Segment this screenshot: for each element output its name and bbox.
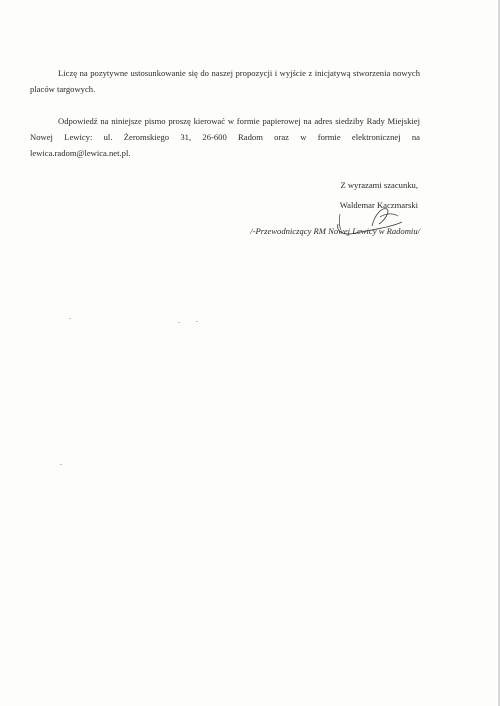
paragraph-proposal: Liczę na pozytywne ustosunkowanie się do naszej propozycji i wyjście z inicjatywą stworzenia nowych placów targowych. <box>30 68 420 94</box>
handwritten-signature-icon <box>330 200 410 240</box>
closing-line: Z wyrazami szacunku, <box>340 180 418 190</box>
scan-speck <box>196 321 198 322</box>
signer-role: /-Przewodniczący RM Nowej Lewicy w Radomiu/ <box>250 226 420 236</box>
scan-speck <box>178 322 180 323</box>
scan-speck <box>69 318 71 319</box>
paragraph-reply-address: Odpowiedź na niniejsze pismo proszę kierować w formie papierowej na adres siedziby Rady Miejskiej Nowej Lewicy: ul. Żeromskiego 31, 26-600 Radom oraz w formie elektronicznej na lewica.radom@lewica.net.pl. <box>30 116 420 158</box>
signer-name: Waldemar Kaczmarski <box>339 200 418 210</box>
scan-speck <box>60 464 62 465</box>
